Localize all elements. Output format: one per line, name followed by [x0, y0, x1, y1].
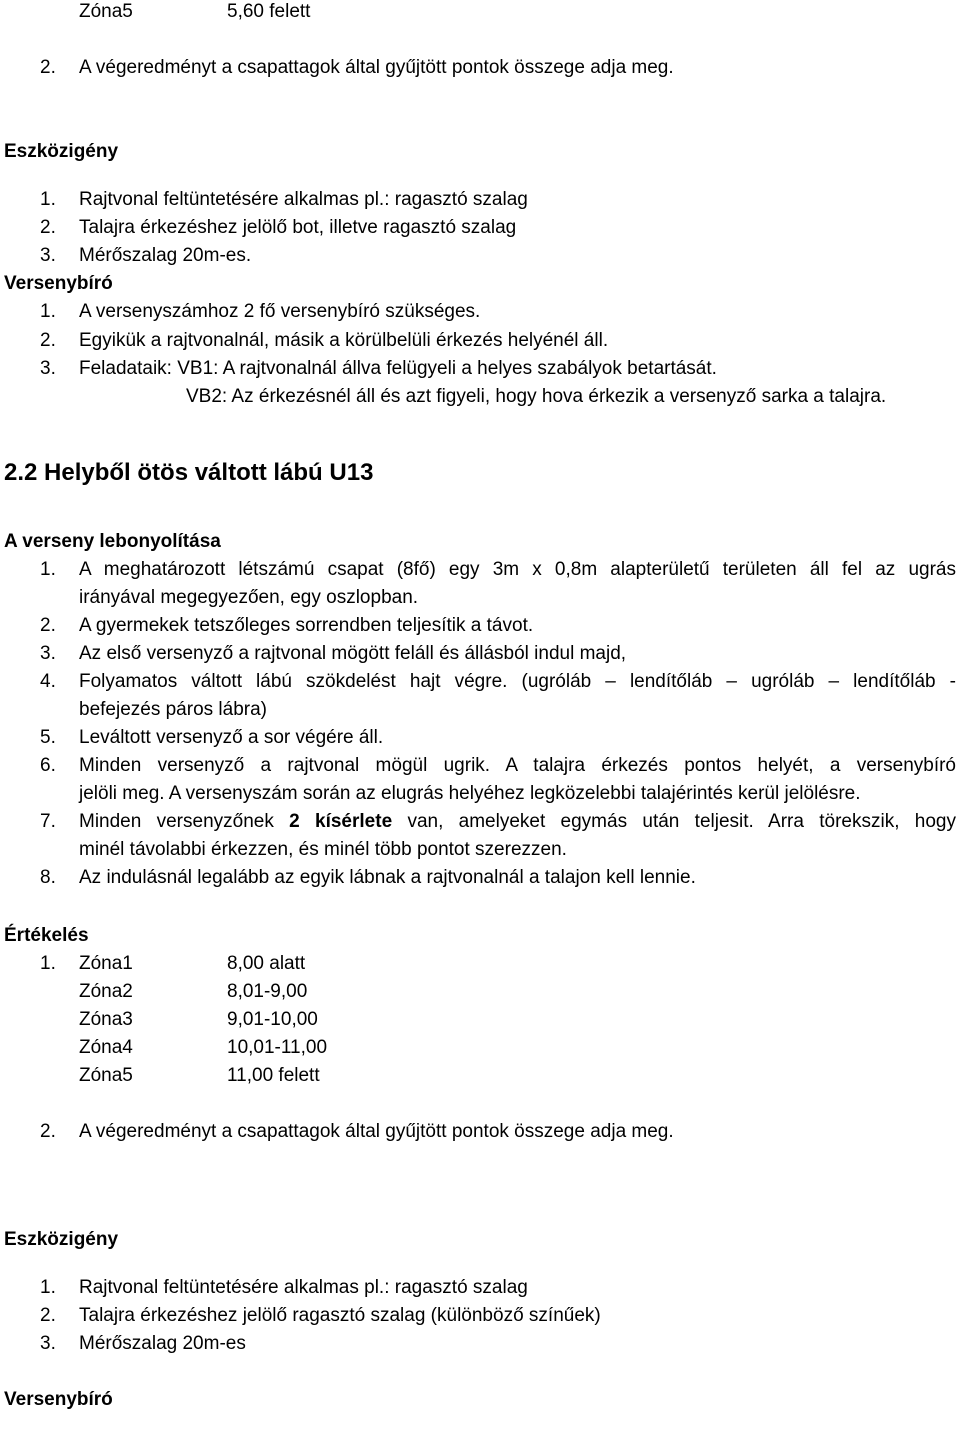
- zone-label: Zóna1: [79, 953, 133, 974]
- section-heading-referee: Versenybíró: [4, 273, 113, 294]
- zone-value: 5,60 felett: [227, 1, 311, 22]
- zone-label: Zóna5: [79, 1, 133, 22]
- list-item-text-line2: irányával megegyezően, egy oszlopban.: [79, 587, 419, 608]
- list-number: 3.: [40, 1333, 56, 1354]
- zone-value: 8,00 alatt: [227, 953, 306, 974]
- text-run: Minden versenyzőnek: [79, 811, 290, 832]
- list-item-text: Rajtvonal feltüntetésére alkalmas pl.: ragasztó szalag: [79, 1277, 528, 1298]
- section-heading-referee: Versenybíró: [4, 1389, 113, 1410]
- list-number: 2.: [40, 57, 56, 78]
- list-number: 7.: [40, 811, 56, 832]
- list-item-text: Feladataik: VB1: A rajtvonalnál állva felügyeli a helyes szabályok betartását.: [79, 358, 717, 379]
- list-item-text: Mérőszalag 20m-es: [79, 1333, 246, 1354]
- list-number: 3.: [40, 358, 56, 379]
- list-item-text: A meghatározott létszámú csapat (8fő) egy 3m x 0,8m alapterületű területen áll fel az ugrás: [79, 559, 956, 580]
- list-item-text: Az első versenyző a rajtvonal mögött feláll és állásból indul majd,: [79, 643, 627, 664]
- list-number: 1.: [40, 189, 56, 210]
- list-number: 8.: [40, 867, 56, 888]
- list-number: 1.: [40, 559, 56, 580]
- list-number: 2.: [40, 1121, 56, 1142]
- list-number: 1.: [40, 301, 56, 322]
- list-item-text: Egyikük a rajtvonalnál, másik a körülbelüli érkezés helyénél áll.: [79, 330, 609, 351]
- list-number: 1.: [40, 1277, 56, 1298]
- zone-value: 11,00 felett: [227, 1065, 320, 1086]
- list-item-text: A végeredményt a csapattagok által gyűjtött pontok összege adja meg.: [79, 1121, 674, 1142]
- emphasis-attempts: 2 kísérlete: [289, 811, 393, 832]
- list-number: 2.: [40, 615, 56, 636]
- zone-label: Zóna3: [79, 1009, 133, 1030]
- list-item-text: A versenyszámhoz 2 fő versenybíró szükséges.: [79, 301, 481, 322]
- list-number: 5.: [40, 727, 56, 748]
- zone-value: 10,01-11,00: [227, 1037, 328, 1058]
- zone-label: Zóna5: [79, 1065, 133, 1086]
- list-item-text: A végeredményt a csapattagok által gyűjtött pontok összege adja meg.: [79, 57, 674, 78]
- list-item-text: Az indulásnál legalább az egyik lábnak a rajtvonalnál a talajon kell lennie.: [79, 867, 696, 888]
- list-item-text: Mérőszalag 20m-es.: [79, 245, 252, 266]
- list-item-text: Folyamatos váltott lábú szökdelést hajt végre. (ugróláb – lendítőláb – ugróláb – lendítőláb -: [79, 671, 956, 692]
- list-item-text: Leváltott versenyző a sor végére áll.: [79, 727, 384, 748]
- list-item-text: Rajtvonal feltüntetésére alkalmas pl.: ragasztó szalag: [79, 189, 528, 210]
- section-heading-procedure: A verseny lebonyolítása: [4, 531, 221, 552]
- list-number: 2.: [40, 217, 56, 238]
- zone-value: 9,01-10,00: [227, 1009, 318, 1030]
- list-item-text: Talajra érkezéshez jelölő ragasztó szalag (különböző színűek): [79, 1305, 601, 1326]
- zone-label: Zóna2: [79, 981, 133, 1002]
- list-number: 3.: [40, 245, 56, 266]
- list-item-text-line2: minél távolabbi érkezzen, és minél több pontot szerezzen.: [79, 839, 567, 860]
- zone-label: Zóna4: [79, 1037, 133, 1058]
- list-number: 1.: [40, 953, 56, 974]
- list-number: 4.: [40, 671, 56, 692]
- list-item-continuation: VB2: Az érkezésnél áll és azt figyeli, hogy hova érkezik a versenyző sarka a talajra.: [186, 386, 887, 407]
- list-item-text: Minden versenyző a rajtvonal mögül ugrik. A talajra érkezés pontos helyét, a versenybíró: [79, 755, 956, 776]
- list-item-text-line2: jelöli meg. A versenyszám során az elugrás helyéhez legközelebbi talajérintés kerül jelölésre.: [79, 783, 861, 804]
- list-item-text-line2: befejezés páros lábra): [79, 699, 267, 720]
- section-heading-equipment: Eszközigény: [4, 1229, 119, 1250]
- list-number: 3.: [40, 643, 56, 664]
- list-number: 2.: [40, 330, 56, 351]
- list-item-text: A gyermekek tetszőleges sorrendben teljesítik a távot.: [79, 615, 534, 636]
- list-number: 6.: [40, 755, 56, 776]
- section-heading-evaluation: Értékelés: [4, 925, 89, 946]
- list-item-text: Talajra érkezéshez jelölő bot, illetve ragasztó szalag: [79, 217, 517, 238]
- section-heading-equipment: Eszközigény: [4, 141, 119, 162]
- section-title: 2.2 Helyből ötös váltott lábú U13: [4, 459, 374, 486]
- list-item-text: [79, 810, 956, 834]
- text-run: van, amelyeket egymás után teljesit. Arra törekszik, hogy: [392, 811, 956, 832]
- list-number: 2.: [40, 1305, 56, 1326]
- zone-value: 8,01-9,00: [227, 981, 308, 1002]
